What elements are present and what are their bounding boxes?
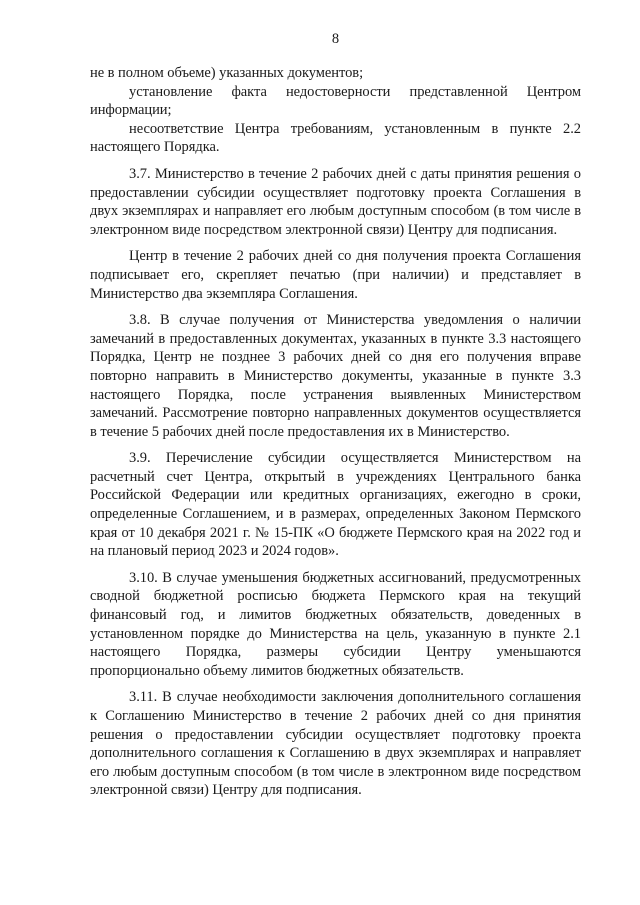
paragraph-3-10: 3.10. В случае уменьшения бюджетных ассигнований, предусмотренных сводной бюджетной росписью бюджета Пермского края на текущий финансовый год, и лимитов бюджетных обязательств, доведенных в установленном порядке до Министерства на цель, указанную в пункте 2.1 настоящего Порядка, размеры субсидии Центру уменьшаются пропорционально объему лимитов бюджетных обязательств.	[90, 569, 581, 679]
paragraph-3-8: 3.8. В случае получения от Министерства уведомления о наличии замечаний в предоставленных документах, указанных в пункте 3.3 настоящего Порядка, Центр не позднее 3 рабочих дней со дня его получения вправе повторно направить в Министерство документы, указанные в пункте 3.3 настоящего Порядка, после устранения выявленных Министерством замечаний. Рассмотрение повторно направленных документов осуществляется в течение 5 рабочих дней после предоставления их в Министерство.	[90, 312, 581, 440]
paragraph-center-signing: Центр в течение 2 рабочих дней со дня получения проекта Соглашения подписывает его, скрепляет печатью (при наличии) и представляет в Министерство два экземпляра Соглашения.	[90, 248, 581, 302]
page-number: 8	[331, 31, 340, 47]
paragraph-3-7: 3.7. Министерство в течение 2 рабочих дней с даты принятия решения о предоставлении субсидии осуществляет подготовку проекта Соглашения в двух экземплярах и направляет его любым доступным способом (в том числе в электронном виде посредством электронной связи) Центру для подписания.	[90, 165, 581, 238]
paragraph-3-11: 3.11. В случае необходимости заключения дополнительного соглашения к Соглашению Министерство в течение 2 рабочих дней со дня принятия решения о предоставлении субсидии осуществляет подготовку проекта дополнительного соглашения к Соглашению в двух экземплярах и направляет его любым доступным способом (в том числе в электронном виде посредством электронной связи) Центру для подписания.	[90, 689, 581, 799]
paragraph-3-9: 3.9. Перечисление субсидии осуществляется Министерством на расчетный счет Центра, открытый в учреждениях Центрального банка Российской Федерации или кредитных организациях, ежегодно в сроки, определенные Соглашением, и в размерах, определенных Законом Пермского края от 10 декабря 2021 г. № 15-ПК «О бюджете Пермского края на 2022 год и на плановый период 2023 и 2024 годов».	[90, 450, 581, 560]
paragraph-list-item: установление факта недостоверности представленной Центром информации;	[90, 83, 581, 119]
paragraph-list-item: несоответствие Центра требованиям, установленным в пункте 2.2 настоящего Порядка.	[90, 120, 581, 156]
paragraph-continuation: не в полном объеме) указанных документов;	[90, 65, 364, 81]
